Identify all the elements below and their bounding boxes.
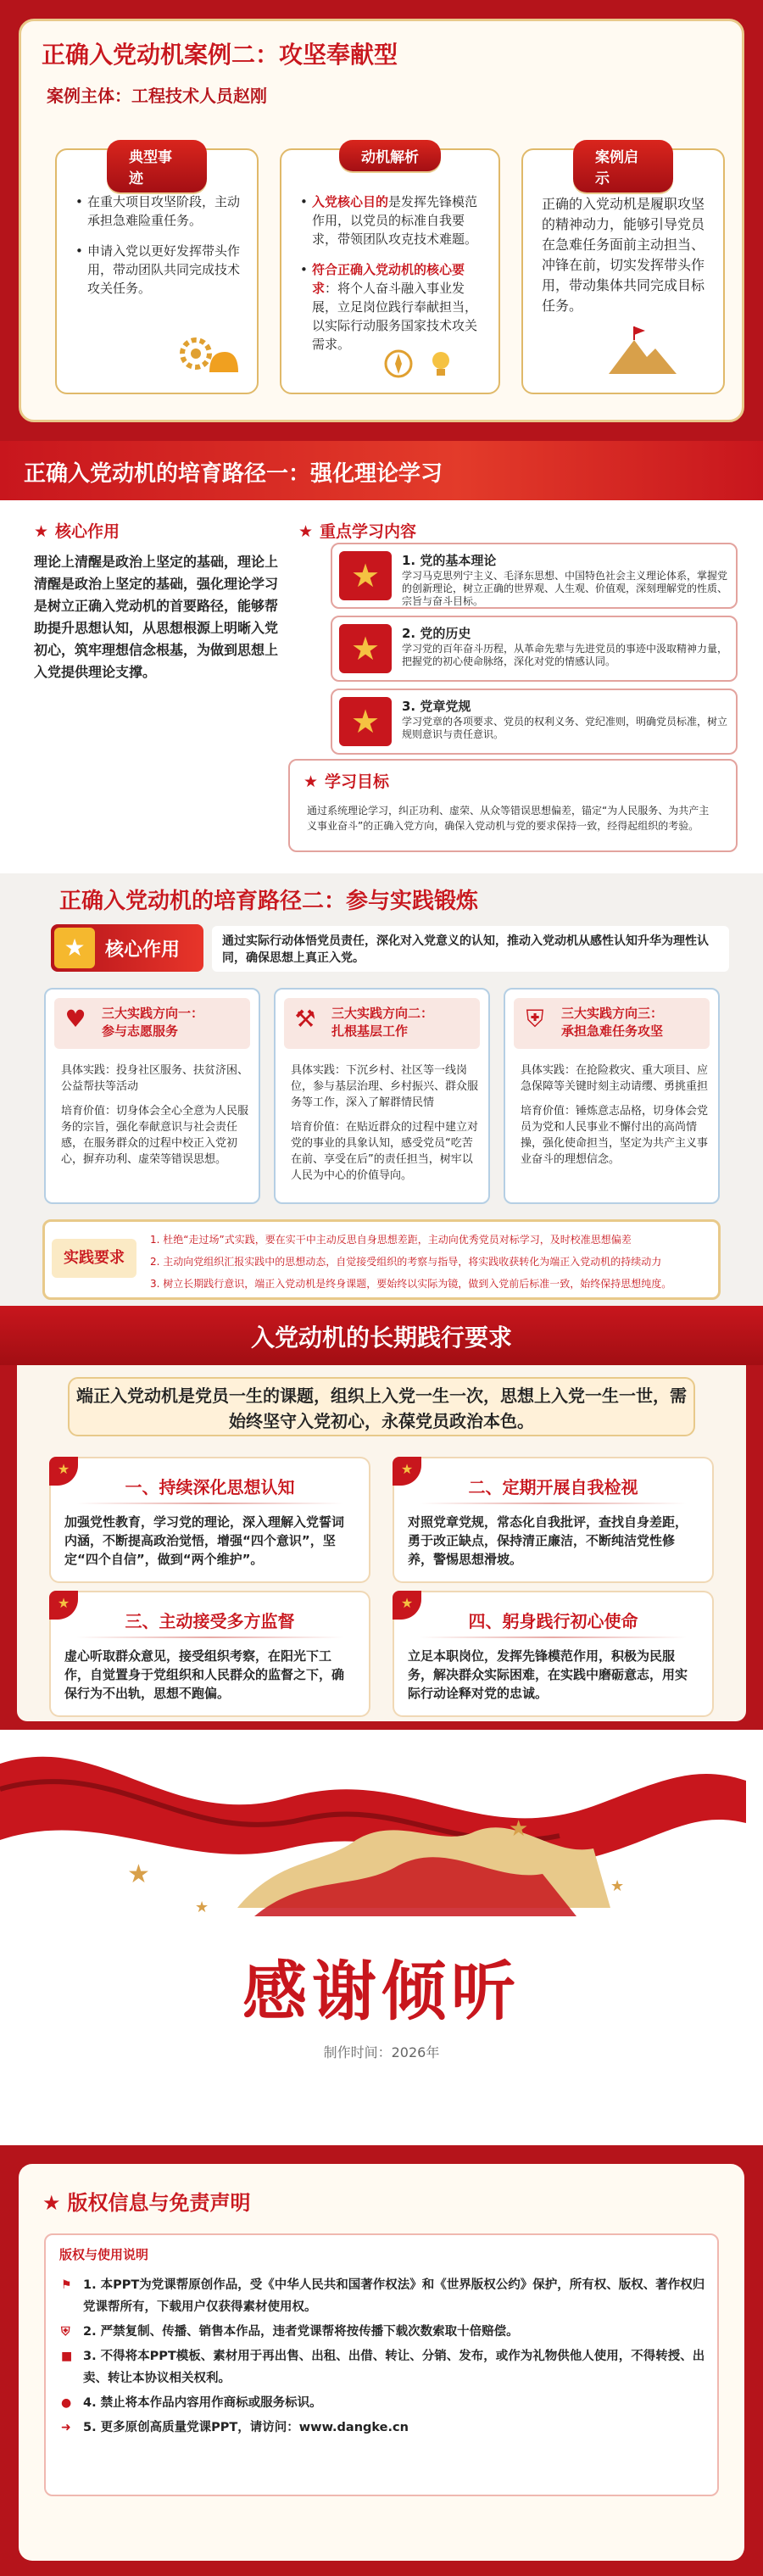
star-icon: ★ — [49, 1591, 78, 1620]
practice-direction: ⚒ 三大实践方向二： 扎根基层工作 具体实践：下沉乡村、社区等一线岗位，参与基层治理、乡村振兴、群众服务等工作，深入了解群情民情 培育价值：在贴近群众的过程中建立对党的事业的具象认知，感受党员“吃苦在前、享受在后”的责任担当，树牢以人民为中心的价值导向。 — [274, 988, 490, 1204]
svg-text:★: ★ — [195, 1899, 209, 1916]
slide-case-study — [0, 0, 763, 441]
list-item: • 入党核心目的是发挥先锋模范作用，以党员的标准自我要求，带领团队攻克技术难题。 — [300, 192, 483, 248]
slide-title: 正确入党动机的培育路径一：强化理论学习 — [24, 461, 443, 487]
compass-bulb-icon — [380, 347, 465, 381]
core-text: 理论上清醒是政治上坚定的基础，理论上清醒是政治上坚定的基础，强化理论学习是树立正确入党动机的首要路径，能够帮助提升思想认知，从思想根源上明晰入党初心，筑牢理想信念根基，为做到思想上入党提供理论支撑。 — [34, 554, 279, 680]
worker-icon: ⚒ — [294, 1005, 316, 1033]
requirement-card: ★ 一、持续深化思想认知 加强党性教育，学习党的理论，深入理解入党誓词内涵，不断提高政治觉悟，增强“四个意识”，坚定“四个自信”，做到“两个维护”。 — [51, 1458, 369, 1581]
list-item: 培育价值：切身体会全心全意为人民服务的宗旨，强化奉献意识与社会责任感，在服务群众的过程中校正入党初心，摒弃功利、虚荣等错误思想。 — [61, 1105, 249, 1166]
list-item: 具体实践：投身社区服务、扶贫济困、公益帮扶等活动 — [61, 1064, 249, 1093]
star-icon: ★ — [298, 522, 314, 541]
study-goal-box: ★ 学习目标 通过系统理论学习，纠正功利、虚荣、从众等错误思想偏差，锚定“为人民服务、为共产主义事业奋斗”的正确入党方向，确保入党动机与党的要求保持一致，经得起组织的考验。 — [288, 759, 738, 852]
star-icon: ★ — [393, 1457, 421, 1486]
list-item: 培育价值：锤炼意志品格，切身体会党员为党和人民事业不懈付出的高尚情操，强化使命担当，坚定为共产主义事业奋斗的理想信念。 — [521, 1105, 709, 1166]
shield-icon: ⛨ — [61, 2325, 70, 2339]
badge-icon: ★ — [54, 928, 95, 968]
ribbon-mountain-illustration — [0, 1730, 763, 1933]
star-icon: ★ — [304, 772, 319, 791]
requirement-card: ★ 二、定期开展自我检视 对照党章党规，常态化自我批评，查找自身差距，勇于改正缺点，保持清正廉洁，不断纯洁党性修养，警惕思想滑坡。 — [394, 1458, 712, 1581]
card-tag: 动机解析 — [339, 140, 441, 171]
list-item: 具体实践：在抢险救灾、重大项目、应急保障等关键时刻主动请缨、勇挑重担 — [521, 1064, 709, 1093]
case-subject: 案例主体：工程技术人员赵刚 — [47, 86, 267, 106]
study-item: ★ 3. 党章党规 学习党章的各项要求、党员的权利义务、党纪准则，明确党员标准，树立规则意识与责任意识。 — [331, 689, 738, 755]
slide-theory-study — [0, 441, 763, 873]
slide-practice — [0, 873, 763, 1306]
slide-panel — [19, 19, 744, 422]
section-study-title: ★ 重点学习内容 — [298, 522, 417, 541]
svg-text:★: ★ — [610, 1877, 625, 1895]
star-icon: ★ — [339, 551, 392, 600]
core-text: 通过实际行动体悟党员责任，深化对入党意义的认知，推动入党动机从感性认知升华为理性认同，确保思想上真正入党。 — [212, 926, 729, 972]
gear-helmet-icon — [172, 328, 240, 379]
req-label: 实践要求 — [52, 1239, 136, 1278]
box-title: 版权与使用说明 — [59, 2247, 149, 2262]
mountain-flag-icon — [604, 325, 681, 376]
star-icon: ★ — [42, 2191, 61, 2215]
section-core-title: ★ 核心作用 — [34, 522, 120, 541]
creation-date: 制作时间：2026年 — [323, 2044, 440, 2060]
arrow-icon: ➜ — [61, 2421, 71, 2434]
card-tag: 案例启示 — [573, 140, 673, 192]
list-item: • 符合正确入党动机的核心要求：将个人奋斗融入事业发展，立足岗位践行奉献担当，以实际行动服务国家技术攻关需求。 — [300, 260, 483, 354]
lock-icon: ■ — [61, 2350, 73, 2363]
slide-copyright — [0, 2145, 763, 2576]
card-motive-analysis — [280, 148, 500, 394]
copyright-box — [44, 2233, 719, 2496]
requirement-card: ★ 四、躬身践行初心使命 立足本职岗位，发挥先锋模范作用，积极为民服务，解决群众实际困难，在实践中磨砺意志，用实际行动诠释对党的忠诚。 — [394, 1592, 712, 1715]
slide-title: 入党动机的长期践行要求 — [250, 1324, 512, 1352]
list-item: 2. 主动向党组织汇报实践中的思想动态，自觉接受组织的考察与指导，将实践收获转化为端正入党动机的持续动力 — [150, 1256, 662, 1268]
thanks-title: 感谢倾听 — [242, 1954, 521, 2029]
svg-text:★: ★ — [509, 1816, 529, 1842]
slide-title: ★ 版权信息与免责声明 — [42, 2191, 251, 2215]
study-item: ★ 2. 党的历史 学习党的百年奋斗历程，从革命先辈与先进党员的事迹中汲取精神力量，把握党的初心使命脉络，深化对党的情感认同。 — [331, 616, 738, 682]
list-item: ⚑ 1. 本PPT为党课帮原创作品，受《中华人民共和国著作权法》和《世界版权公约》保护，所有权、版权、著作权归党课帮所有，下载用户仅获得素材使用权。 — [61, 2274, 705, 2318]
flag-icon: ⚑ — [61, 2278, 72, 2292]
card-text: 正确的入党动机是履职攻坚的精神动力，能够引导党员在急难任务面前主动担当、冲锋在前，切实发挥带头作用，带动集体共同完成目标任务。 — [542, 196, 705, 314]
list-item: ➜ 5. 更多原创高质量党课PPT，请访问：www.dangke.cn — [61, 2417, 705, 2439]
practice-direction: ⛨ 三大实践方向三： 承担急难任务攻坚 具体实践：在抢险救灾、重大项目、应急保障等关键时刻主动请缨、勇挑重担 培育价值：锤炼意志品格，切身体会党员为党和人民事业不懈付出的高尚情操，强化使命担当，坚定为共产主义事业奋斗的理想信念。 — [504, 988, 720, 1204]
list-item: • 申请入党以更好发挥带头作用，带动团队共同完成技术攻关任务。 — [75, 242, 242, 298]
list-item: ⛨ 2. 严禁复制、传播、销售本作品，违者党课帮将按传播下载次数索取十倍赔偿。 — [61, 2321, 705, 2343]
card-typical-deeds — [55, 148, 259, 394]
svg-text:★: ★ — [127, 1860, 150, 1889]
list-item: • 在重大项目攻坚阶段，主动承担急难险重任务。 — [75, 192, 242, 230]
slide-long-term — [0, 1306, 763, 1730]
practice-direction: ♥ 三大实践方向一： 参与志愿服务 具体实践：投身社区服务、扶贫济困、公益帮扶等活动 培育价值：切身体会全心全意为人民服务的宗旨，强化奉献意识与社会责任感，在服务群众的过程中校正入党初心，摒弃功利、虚荣等错误思想。 — [44, 988, 260, 1204]
requirement-card: ★ 三、主动接受多方监督 虚心听取群众意见，接受组织考察，在阳光下工作，自觉置身于党组织和人民群众的监督之下，确保行为不出轨，思想不跑偏。 — [51, 1592, 369, 1715]
list-item: 1. 杜绝“走过场”式实践，要在实干中主动反思自身思想差距，主动向优秀党员对标学习，及时校准思想偏差 — [150, 1234, 632, 1246]
card-case-insight — [521, 148, 725, 394]
shield-icon: ⛨ — [526, 1005, 544, 1033]
list-item: 培育价值：在贴近群众的过程中建立对党的事业的具象认知，感受党员“吃苦在前、享受在后”的责任担当，树牢以人民为中心的价值导向。 — [291, 1121, 479, 1182]
list-item: ■ 3. 不得将本PPT模板、素材用于再出售、出租、出借、转让、分销、发布，或作为礼物供他人使用，不得转授、出卖、转让本协议相关权利。 — [61, 2345, 705, 2389]
slide-thanks — [0, 1730, 763, 2145]
study-item: ★ 1. 党的基本理论 学习马克思列宁主义、毛泽东思想、中国特色社会主义理论体系，掌握党的创新理论，树立正确的世界观、人生观、价值观，深刻理解党的性质、宗旨与奋斗目标。 — [331, 543, 738, 609]
list-item: 具体实践：下沉乡村、社区等一线岗位，参与基层治理、乡村振兴、群众服务等工作，深入了解群情民情 — [291, 1064, 479, 1109]
star-icon: ★ — [339, 624, 392, 673]
star-icon: ★ — [339, 697, 392, 746]
core-label: ★ 核心作用 — [51, 924, 203, 972]
heart-hand-icon: ♥ — [64, 1005, 86, 1033]
lead-text: 端正入党动机是党员一生的课题，组织上入党一生一次，思想上入党一生一世，需始终坚守入党初心，永葆党员政治本色。 — [68, 1377, 695, 1436]
list-item: ● 4. 禁止将本作品内容用作商标或服务标识。 — [61, 2392, 705, 2414]
title-band — [0, 441, 763, 500]
star-icon: ★ — [34, 522, 49, 541]
list-item: 3. 树立长期践行意识，端正入党动机是终身课题，要始终以实际为镜，做到入党前后标准一致，始终保持思想纯度。 — [150, 1278, 672, 1290]
card-tag: 典型事迹 — [107, 140, 207, 192]
slide-panel — [17, 1365, 746, 1721]
star-icon: ★ — [49, 1457, 78, 1486]
slide-panel — [19, 2164, 744, 2561]
slide-title: 正确入党动机的培育路径二：参与实践锻炼 — [59, 889, 479, 914]
practice-requirements — [42, 1219, 721, 1300]
slide-title: 正确入党动机案例二：攻坚奉献型 — [42, 41, 398, 69]
star-icon: ★ — [393, 1591, 421, 1620]
user-icon: ● — [61, 2396, 72, 2410]
